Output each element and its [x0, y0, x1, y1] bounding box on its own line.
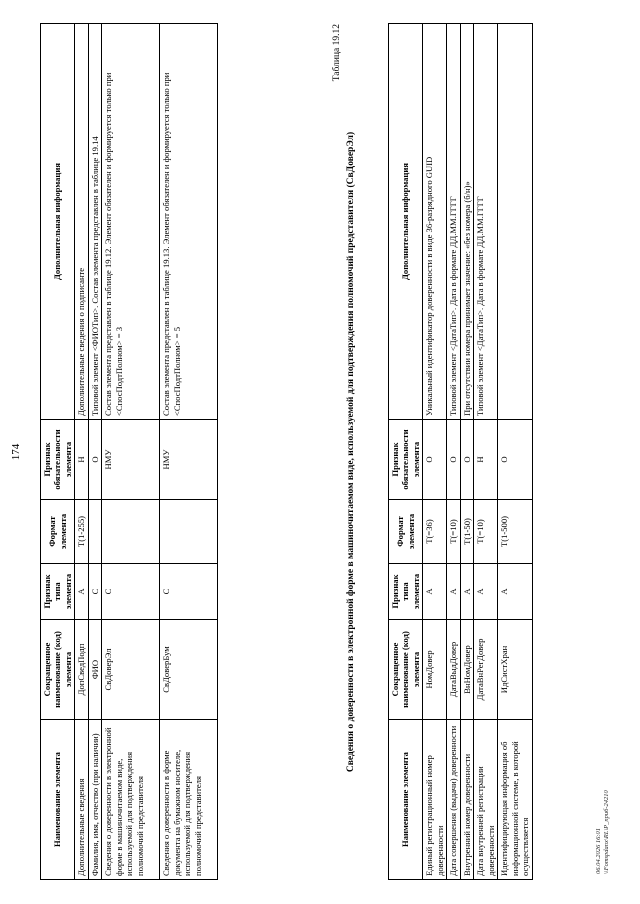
- table-19-11-continued: [40, 23, 218, 880]
- cell-type: А: [447, 564, 460, 620]
- col-header: Наименование элемента: [389, 720, 423, 880]
- cell-info: При отсутствии номера принимает значение: «без номера (б/н)»: [460, 24, 473, 420]
- cell-code: ДатаВыдДовер: [447, 620, 460, 720]
- cell-code: ДопСведПодп: [75, 620, 88, 720]
- cell-code: ФИО: [88, 620, 101, 720]
- cell-info: Уникальный идентификатор доверенности в виде 36-разрядного GUID: [423, 24, 447, 420]
- col-header: Формат элемента: [389, 500, 423, 564]
- col-header: Признак типа элемента: [41, 564, 75, 620]
- cell-required: О: [498, 420, 532, 500]
- table-header-row: [389, 24, 423, 880]
- cell-required: О: [88, 420, 101, 500]
- col-header: Дополнительная информация: [41, 24, 75, 420]
- cell-required: О: [447, 420, 460, 500]
- table-row: [447, 24, 460, 880]
- footer-path: \\Fomspdanx\RL\P_приб-24210: [603, 790, 611, 874]
- cell-name: Единый регистрационный номер доверенности: [423, 720, 447, 880]
- table-row: [88, 24, 101, 880]
- table-row: [75, 24, 88, 880]
- cell-code: ВнНомДовер: [460, 620, 473, 720]
- cell-format: T(1-50): [460, 500, 473, 564]
- cell-info: [498, 24, 532, 420]
- table-header-row: [41, 24, 75, 880]
- cell-type: А: [498, 564, 532, 620]
- table-row: [102, 24, 160, 880]
- cell-name: Идентифицирующая информация об информационной системе, в которой осуществляется: [498, 720, 532, 880]
- cell-name: Сведения о доверенности в электронной форме в машиночитаемом виде, используемой для подтверждения полномочий представителя: [102, 720, 160, 880]
- col-header: Дополнительная информация: [389, 24, 423, 420]
- col-header: Признак обязательности элемента: [41, 420, 75, 500]
- cell-format: [160, 500, 218, 564]
- cell-name: Дополнительные сведения: [75, 720, 88, 880]
- cell-name: Внутренний номер доверенности: [460, 720, 473, 880]
- cell-type: С: [102, 564, 160, 620]
- page-number: 174: [10, 443, 22, 461]
- cell-type: А: [460, 564, 473, 620]
- cell-required: О: [423, 420, 447, 500]
- cell-info: Типовой элемент <ФИОТип>. Состав элемента представлен в таблице 19.14: [88, 24, 101, 420]
- cell-type: С: [160, 564, 218, 620]
- cell-name: Фамилия, имя, отчество (при наличии): [88, 720, 101, 880]
- table-row: [160, 24, 218, 880]
- cell-name: Дата совершения (выдачи) доверенности: [447, 720, 460, 880]
- cell-name: Сведения о доверенности в форме документа на бумажном носителе, используемой для подтверждения полномочий представителя: [160, 720, 218, 880]
- cell-info: Дополнительные сведения о подписанте: [75, 24, 88, 420]
- col-header: Сокращенное наименование (код) элемента: [41, 620, 75, 720]
- cell-code: ДатаВнРегДовер: [474, 620, 498, 720]
- col-header: Сокращенное наименование (код) элемента: [389, 620, 423, 720]
- cell-format: T(=10): [474, 500, 498, 564]
- cell-type: С: [88, 564, 101, 620]
- cell-required: НМУ: [102, 420, 160, 500]
- cell-info: Состав элемента представлен в таблице 19.12. Элемент обязателен и формируется только при <СпосПодтПолном> = 3: [102, 24, 160, 420]
- cell-code: СвДоверБум: [160, 620, 218, 720]
- cell-code: ИдСистХран: [498, 620, 532, 720]
- cell-required: Н: [75, 420, 88, 500]
- footer-timestamp: 06.04.2026 16:01: [595, 827, 602, 874]
- table-label: Таблица 19.12: [332, 24, 342, 82]
- cell-format: T(=36): [423, 500, 447, 564]
- table-row: [498, 24, 532, 880]
- table-row: [423, 24, 447, 880]
- cell-type: А: [423, 564, 447, 620]
- rotated-content: [10, 12, 630, 892]
- cell-required: Н: [474, 420, 498, 500]
- cell-code: НомДовер: [423, 620, 447, 720]
- table-title: Сведения о доверенности в электронной форме в машиночитаемом виде, используемой для подтверждения полномочий представителя (СвДоверЭл): [346, 131, 356, 773]
- cell-format: [88, 500, 101, 564]
- print-footer: [595, 790, 612, 874]
- col-header: Наименование элемента: [41, 720, 75, 880]
- cell-info: Состав элемента представлен в таблице 19.13. Элемент обязателен и формируется только при <СпосПодтПолном> = 5: [160, 24, 218, 420]
- col-header: Признак обязательности элемента: [389, 420, 423, 500]
- cell-info: Типовой элемент <ДатаТип>. Дата в формате ДД.ММ.ГГГГ: [447, 24, 460, 420]
- cell-format: T(=10): [447, 500, 460, 564]
- table-row: [460, 24, 473, 880]
- cell-info: Типовой элемент <ДатаТип>. Дата в формате ДД.ММ.ГГГГ: [474, 24, 498, 420]
- cell-code: СвДоверЭл: [102, 620, 160, 720]
- cell-required: О: [460, 420, 473, 500]
- col-header: Формат элемента: [41, 500, 75, 564]
- cell-type: А: [75, 564, 88, 620]
- cell-format: [102, 500, 160, 564]
- cell-format: T(1-255): [75, 500, 88, 564]
- cell-required: НМУ: [160, 420, 218, 500]
- col-header: Признак типа элемента: [389, 564, 423, 620]
- cell-name: Дата внутренней регистрации доверенности: [474, 720, 498, 880]
- cell-format: T(1-500): [498, 500, 532, 564]
- table-row: [474, 24, 498, 880]
- table-19-12: [388, 23, 533, 880]
- cell-type: А: [474, 564, 498, 620]
